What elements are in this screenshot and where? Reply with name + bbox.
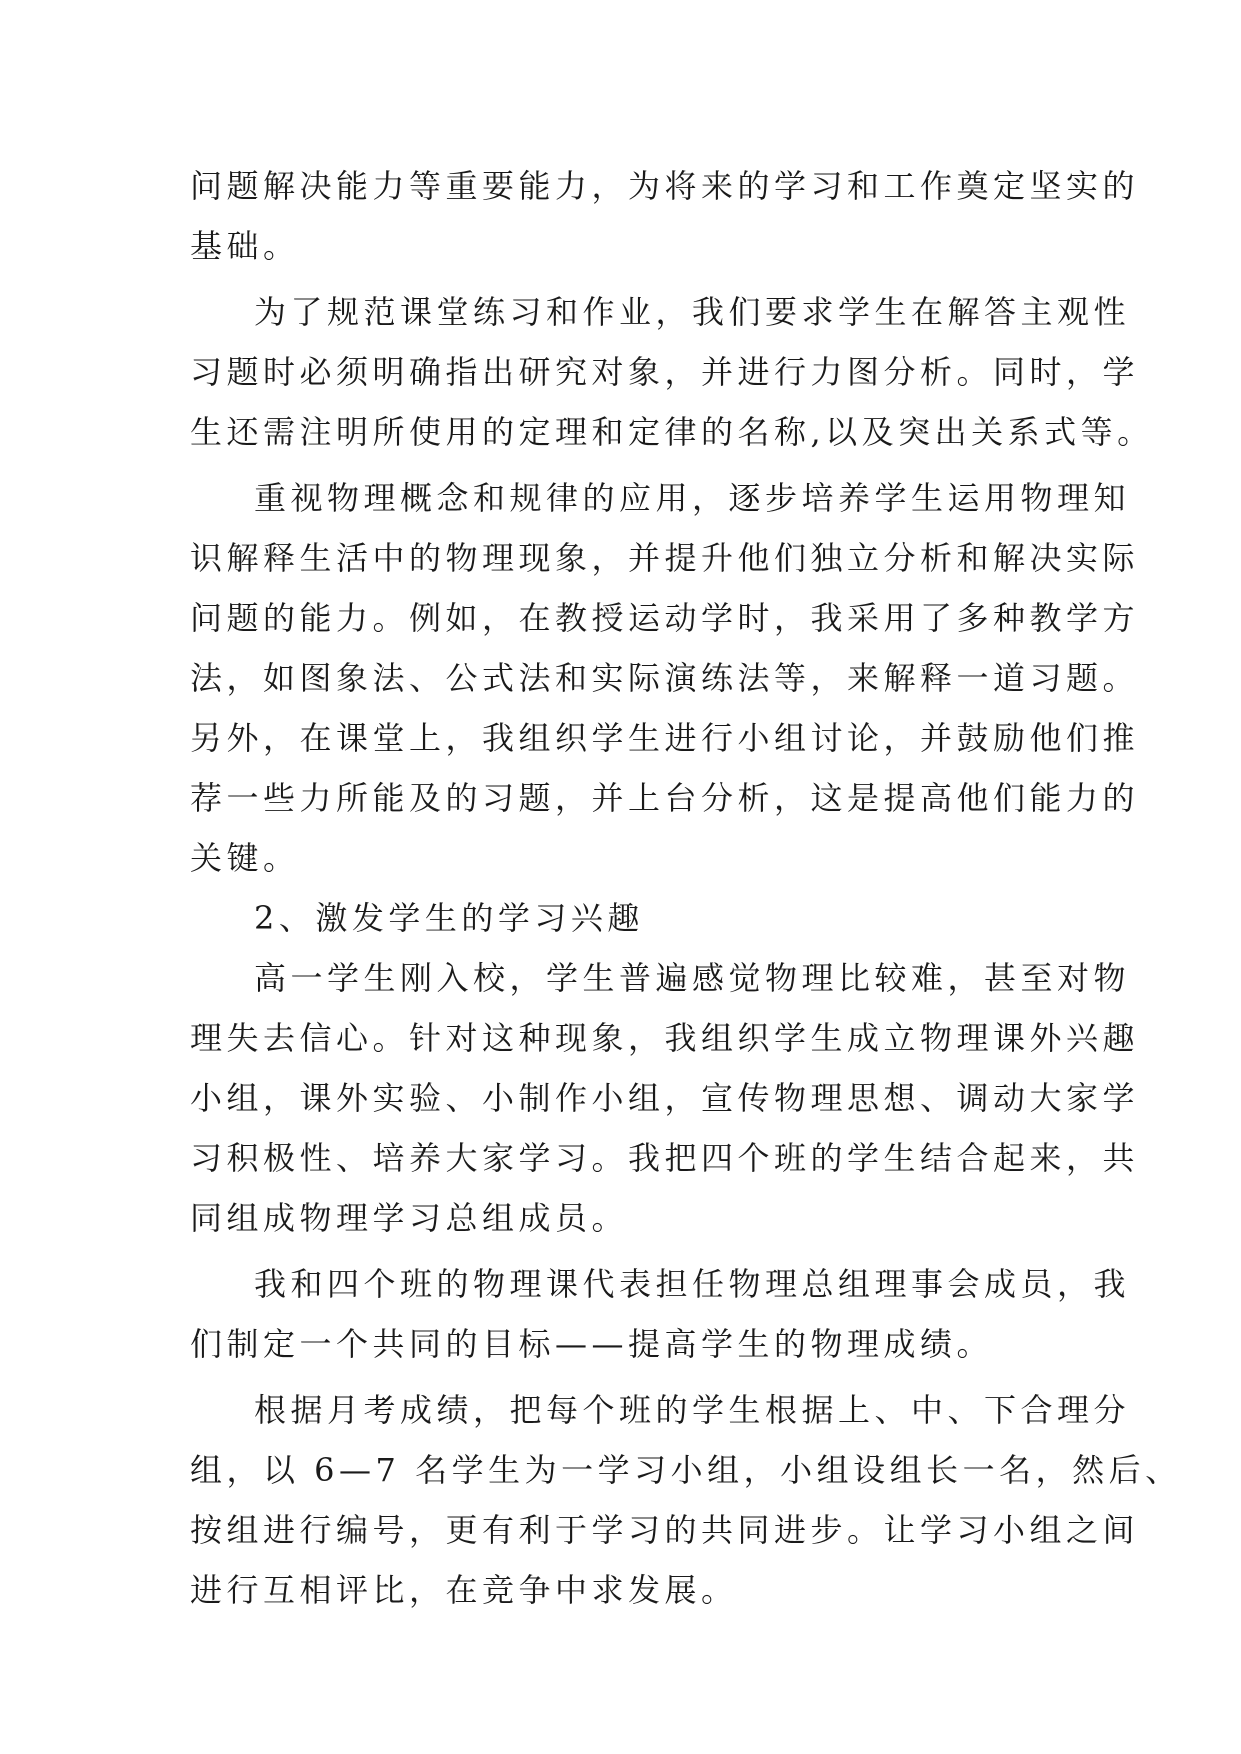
text-line: 们制定一个共同的目标——提高学生的物理成绩。 — [190, 1325, 994, 1363]
text-line: 进行互相评比，在竞争中求发展。 — [190, 1571, 738, 1609]
text-line: 理失去信心。针对这种现象，我组织学生成立物理课外兴趣 — [190, 1019, 1140, 1057]
text-line: 按组进行编号，更有利于学习的共同进步。让学习小组之间 — [190, 1511, 1140, 1549]
text-line: 识解释生活中的物理现象，并提升他们独立分析和解决实际 — [190, 539, 1140, 577]
text-line: 习题时必须明确指出研究对象，并进行力图分析。同时，学 — [190, 353, 1140, 391]
text-line: 荐一些力所能及的习题，并上台分析，这是提高他们能力的 — [190, 779, 1140, 817]
text-line: 生还需注明所使用的定理和定律的名称,以及突出关系式等。 — [190, 413, 1154, 451]
text-line: 基础。 — [190, 227, 300, 265]
text-line: 另外，在课堂上，我组织学生进行小组讨论，并鼓励他们推 — [190, 719, 1140, 757]
text-line: 问题的能力。例如，在教授运动学时，我采用了多种教学方 — [190, 599, 1140, 637]
text-line: 同组成物理学习总组成员。 — [190, 1199, 629, 1237]
paragraph-start: 高一学生刚入校，学生普遍感觉物理比较难，甚至对物 — [254, 959, 1131, 997]
text-line: 习积极性、培养大家学习。我把四个班的学生结合起来，共 — [190, 1139, 1140, 1177]
text-line: 小组，课外实验、小制作小组，宣传物理思想、调动大家学 — [190, 1079, 1140, 1117]
text-line: 问题解决能力等重要能力，为将来的学习和工作奠定坚实的 — [190, 167, 1140, 205]
paragraph-start: 根据月考成绩，把每个班的学生根据上、中、下合理分 — [254, 1391, 1131, 1429]
text-line: 关键。 — [190, 839, 300, 877]
section-heading: 2、激发学生的学习兴趣 — [254, 899, 644, 937]
paragraph-start: 为了规范课堂练习和作业，我们要求学生在解答主观性 — [254, 293, 1131, 331]
paragraph-start: 我和四个班的物理课代表担任物理总组理事会成员，我 — [254, 1265, 1131, 1303]
text-line: 组，以 6—7 名学生为一学习小组，小组设组长一名，然后、 — [190, 1451, 1182, 1489]
text-line: 法，如图象法、公式法和实际演练法等，来解释一道习题。 — [190, 659, 1140, 697]
paragraph-start: 重视物理概念和规律的应用，逐步培养学生运用物理知 — [254, 479, 1131, 517]
